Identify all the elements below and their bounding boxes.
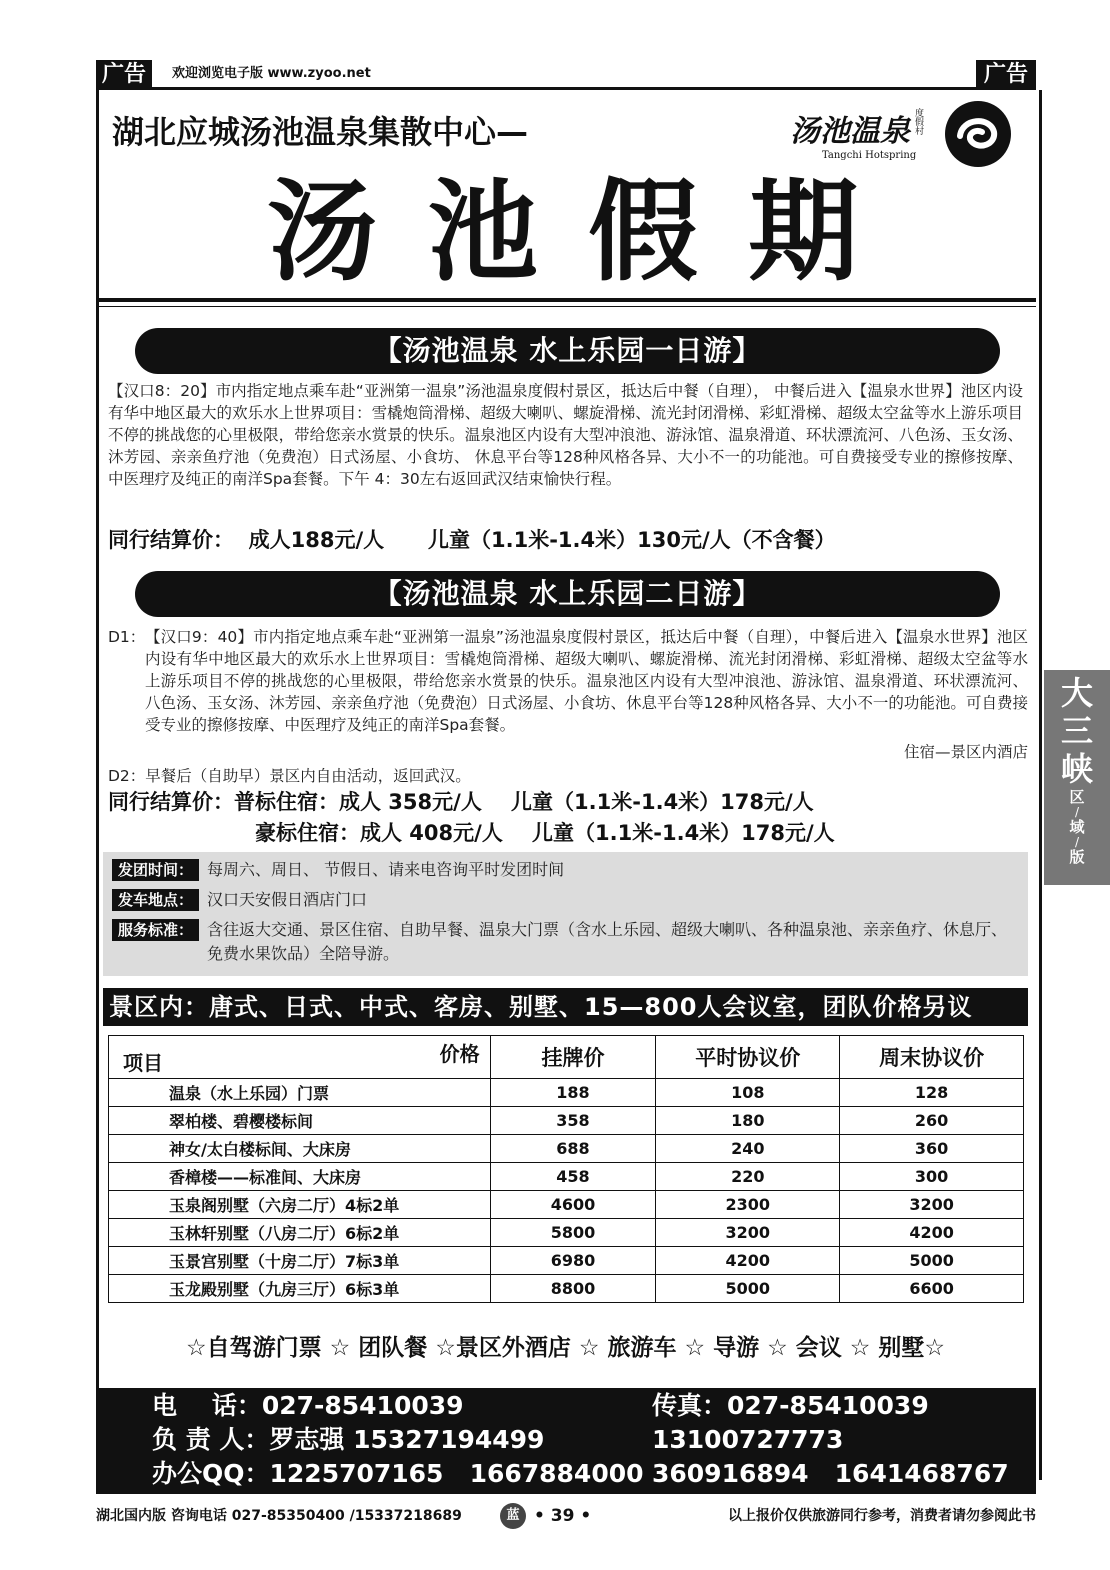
footer-left: 湖北国内版 咨询电话 027-85350400 /15337218689 bbox=[96, 1508, 462, 1524]
tour2-price-deluxe: 豪标住宿：成人 408元/人 儿童（1.1米-1.4米）178元/人 bbox=[255, 821, 835, 845]
table-row bbox=[109, 1163, 1024, 1191]
side-sub-char: 域 bbox=[1069, 818, 1085, 836]
tour1-description: 【汉口8：20】市内指定地点乘车赴“亚洲第一温泉”汤池温泉度假村景区，抵达后中餐（自理）， 中餐后进入【温泉水世界】池区内设有华中地区最大的欢乐水上世界项目：雪橇炮筒滑梯、超级大喇叭、螺旋滑梯、流光封闭滑梯、彩虹滑梯、超级太空盆等水上游乐项目不停的挑战您的心里极限，带给您亲水赏景的快乐。温泉池区内设有大型冲浪池、游泳馆、温泉滑道、环状漂流河、八色汤、玉女汤、沐芳园、亲亲鱼疗池（免费泡）日式汤屋、小食坊、 休息平台等128种风格各异、大小不一的功能池。可自费接受专业的擦修按摩、中医理疗及纯正的南洋Spa套餐。下午 4：30左右返回武汉结束愉快行程。 bbox=[108, 382, 1023, 488]
row-weekday: 2300 bbox=[656, 1191, 840, 1219]
manager-line: 负 责 人：罗志强 15327194499 bbox=[152, 1425, 545, 1454]
table-row bbox=[109, 1247, 1024, 1275]
row-weekend: 3200 bbox=[840, 1191, 1024, 1219]
row-weekday: 180 bbox=[656, 1107, 840, 1135]
ad-tag-left: 广告 bbox=[96, 60, 152, 90]
tour2-banner: 【汤池温泉 水上乐园二日游】 bbox=[135, 571, 1000, 617]
tour1-price: 同行结算价： 成人188元/人 儿童（1.1米-1.4米）130元/人（不含餐） bbox=[108, 528, 836, 552]
resort-logo bbox=[790, 98, 1020, 170]
info-label-pickup: 发车地点： bbox=[112, 889, 199, 911]
side-sub-char: 区 bbox=[1069, 788, 1085, 806]
row-name: 香樟楼——标准间、大床房 bbox=[109, 1163, 491, 1191]
footer-badge: 蓝 bbox=[500, 1503, 526, 1529]
side-sub-char: 版 bbox=[1069, 848, 1085, 866]
header-weekend-price: 周末协议价 bbox=[840, 1036, 1024, 1079]
row-weekend: 128 bbox=[840, 1079, 1024, 1107]
tour2-d1-text: 【汉口9：40】市内指定地点乘车赴“亚洲第一温泉”汤池温泉度假村景区，抵达后中餐（自理），中餐后进入【温泉水世界】池区内设有华中地区最大的欢乐水上世界项目：雪橇炮筒滑梯、超级大喇叭、螺旋滑梯、流光封闭滑梯、彩虹滑梯、超级太空盆等水上游乐项目不停的挑战您的心里极限，带给您亲水赏景的快乐。温泉池区内设有大型冲浪池、游泳馆、温泉滑道、环状漂流河、八色汤、玉女汤、沐芳园、亲亲鱼疗池（免费泡）日式汤屋、小食坊、休息平台等128种风格各异、大小不一的功能池。可自费接受专业的擦修按摩、中医理疗及纯正的南洋Spa套餐。 bbox=[145, 628, 1028, 734]
price-table bbox=[108, 1035, 1024, 1303]
row-list: 458 bbox=[490, 1163, 656, 1191]
row-weekday: 220 bbox=[656, 1163, 840, 1191]
table-header-row bbox=[109, 1036, 1024, 1079]
phone-line: 电 话：027-85410039 bbox=[152, 1391, 464, 1420]
logo-en-text: Tangchi Hotspring bbox=[822, 150, 917, 161]
side-title-char: 大 bbox=[1060, 674, 1093, 712]
side-sub-char: / bbox=[1074, 805, 1080, 819]
page-number: • 39 • bbox=[534, 1506, 592, 1526]
info-text-service: 含往返大交通、景区住宿、自助早餐、温泉大门票（含水上乐园、超级大喇叭、各种温泉池、亲亲鱼疗、休息厅、免费水果饮品）全陪导游。 bbox=[207, 920, 1008, 963]
title-rule-thin bbox=[96, 306, 1036, 307]
header-list-price: 挂牌价 bbox=[490, 1036, 656, 1079]
mobile-2: 13100727773 bbox=[652, 1425, 844, 1454]
row-weekday: 4200 bbox=[656, 1247, 840, 1275]
services-line: ☆自驾游门票 ☆ 团队餐 ☆景区外酒店 ☆ 旅游车 ☆ 导游 ☆ 会议 ☆ 别墅☆ bbox=[185, 1335, 946, 1361]
table-row bbox=[109, 1219, 1024, 1247]
tour2-d1-label: D1： bbox=[108, 628, 146, 646]
qq-line-2: 360916894 1641468767 bbox=[652, 1459, 1009, 1488]
info-text-pickup: 汉口天安假日酒店门口 bbox=[207, 890, 368, 909]
row-weekend: 300 bbox=[840, 1163, 1024, 1191]
row-list: 4600 bbox=[490, 1191, 656, 1219]
row-list: 5800 bbox=[490, 1219, 656, 1247]
row-name: 玉泉阁别墅（六房二厅）4标2单 bbox=[109, 1191, 491, 1219]
side-title-char: 峡 bbox=[1060, 750, 1093, 788]
row-name: 神女/太白楼标间、大床房 bbox=[109, 1135, 491, 1163]
table-row bbox=[109, 1107, 1024, 1135]
footer-right: 以上报价仅供旅游同行参考，消费者请勿参阅此书 bbox=[728, 1508, 1036, 1524]
ad-tag-right: 广告 bbox=[976, 60, 1036, 90]
row-weekday: 108 bbox=[656, 1079, 840, 1107]
corner-item-label: 项目 bbox=[123, 1051, 163, 1075]
header-weekday-price: 平时协议价 bbox=[656, 1036, 840, 1079]
row-name: 玉林轩别墅（八房二厅）6标2单 bbox=[109, 1219, 491, 1247]
row-weekday: 240 bbox=[656, 1135, 840, 1163]
info-label-service: 服务标准： bbox=[112, 919, 199, 941]
table-corner bbox=[109, 1036, 491, 1079]
logo-script-text: 汤池温泉 bbox=[790, 114, 910, 149]
side-title-char: 三 bbox=[1060, 712, 1093, 750]
row-list: 688 bbox=[490, 1135, 656, 1163]
tour2-price-standard: 同行结算价：普标住宿：成人 358元/人 儿童（1.1米-1.4米）178元/人 bbox=[108, 790, 814, 814]
qq-line: 办公QQ：1225707165 1667884000 bbox=[152, 1459, 644, 1488]
row-list: 6980 bbox=[490, 1247, 656, 1275]
swirl-logo-icon bbox=[938, 98, 1018, 170]
side-tab bbox=[1044, 670, 1110, 885]
row-weekend: 4200 bbox=[840, 1219, 1024, 1247]
subtitle: 湖北应城汤池温泉集散中心— bbox=[112, 113, 529, 151]
title-rule bbox=[96, 298, 1036, 302]
row-name: 温泉（水上乐园）门票 bbox=[109, 1079, 491, 1107]
row-list: 8800 bbox=[490, 1275, 656, 1303]
row-weekend: 360 bbox=[840, 1135, 1024, 1163]
row-weekday: 3200 bbox=[656, 1219, 840, 1247]
tour1-banner: 【汤池温泉 水上乐园一日游】 bbox=[135, 328, 1000, 374]
row-weekend: 5000 bbox=[840, 1247, 1024, 1275]
site-text: 欢迎浏览电子版 www.zyoo.net bbox=[172, 66, 371, 81]
row-list: 188 bbox=[490, 1079, 656, 1107]
table-row bbox=[109, 1079, 1024, 1107]
resort-bar: 景区内：唐式、日式、中式、客房、别墅、15—800人会议室，团队价格另议 bbox=[103, 988, 1028, 1026]
info-text-departure: 每周六、周日、 节假日、请来电咨询平时发团时间 bbox=[207, 860, 565, 879]
table-row bbox=[109, 1135, 1024, 1163]
row-weekday: 5000 bbox=[656, 1275, 840, 1303]
contact-block bbox=[96, 1388, 1036, 1494]
main-title: 汤 池 假 期 bbox=[267, 167, 865, 296]
row-name: 玉龙殿别墅（九房三厅）6标3单 bbox=[109, 1275, 491, 1303]
corner-price-label: 价格 bbox=[439, 1042, 480, 1066]
row-weekend: 6600 bbox=[840, 1275, 1024, 1303]
tour2-stay: 住宿—景区内酒店 bbox=[903, 743, 1028, 761]
tour2-d2: D2：早餐后（自助早）景区内自由活动，返回武汉。 bbox=[108, 767, 471, 785]
row-name: 玉景宫别墅（十房二厅）7标3单 bbox=[109, 1247, 491, 1275]
side-sub-char: / bbox=[1074, 835, 1080, 849]
table-row bbox=[109, 1191, 1024, 1219]
row-name: 翠柏楼、碧樱楼标间 bbox=[109, 1107, 491, 1135]
table-row bbox=[109, 1275, 1024, 1303]
logo-small-text: 度假村 bbox=[913, 108, 923, 135]
row-weekend: 260 bbox=[840, 1107, 1024, 1135]
row-list: 358 bbox=[490, 1107, 656, 1135]
fax-line: 传真：027-85410039 bbox=[652, 1391, 929, 1420]
info-label-departure: 发团时间： bbox=[112, 859, 199, 881]
